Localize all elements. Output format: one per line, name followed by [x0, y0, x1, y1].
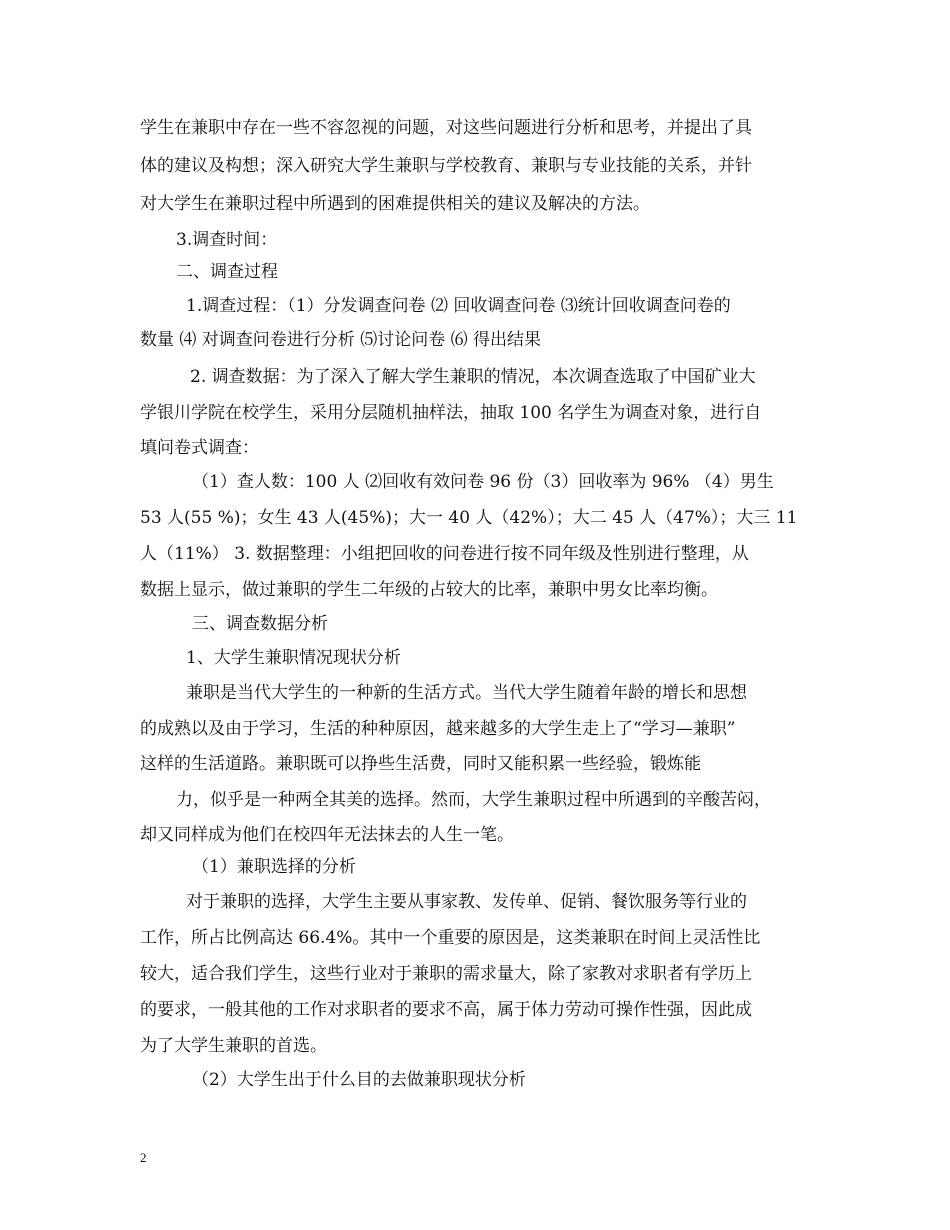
- text-line: 对大学生在兼职过程中所遇到的困难提供相关的建议及解决的方法。: [140, 194, 650, 214]
- section-heading: （2）大学生出于什么目的去做兼职现状分析: [192, 1070, 526, 1090]
- section-heading: （1）兼职选择的分析: [192, 857, 356, 877]
- text-line: 数量 ⑷ 对调查问卷进行分析 ⑸讨论问卷 ⑹ 得出结果: [140, 330, 542, 350]
- page-number: 2: [140, 1150, 147, 1165]
- text-line: 这样的生活道路。兼职既可以挣些生活费，同时又能积累一些经验，锻炼能: [140, 754, 701, 774]
- text-line: 1.调查过程：（1）分发调查问卷 ⑵ 回收调查问卷 ⑶统计回收调查问卷的: [186, 296, 731, 316]
- text-line: 数据上显示，做过兼职的学生二年级的占较大的比率，兼职中男女比率均衡。: [140, 580, 718, 600]
- text-line: 对于兼职的选择，大学生主要从事家教、发传单、促销、餐饮服务等行业的: [186, 892, 747, 912]
- text-line: 人（11%） 3. 数据整理：小组把回收的问卷进行按不同年级及性别进行整理，从: [140, 544, 749, 564]
- text-line: 较大，适合我们学生，这些行业对于兼职的需求量大，除了家教对求职者有学历上: [140, 964, 752, 984]
- text-line: （1）查人数：100 人 ⑵回收有效问卷 96 份（3）回收率为 96% （4）男生: [192, 472, 774, 492]
- section-heading: 3.调查时间：: [176, 230, 278, 250]
- section-heading: 二、调查过程: [176, 262, 278, 282]
- text-line: 力，似乎是一种两全其美的选择。然而，大学生兼职过程中所遇到的辛酸苦闷，: [176, 790, 771, 810]
- text-line: 学生在兼职中存在一些不容忽视的问题，对这些问题进行分析和思考，并提出了具: [140, 118, 752, 138]
- text-line: 体的建议及构想；深入研究大学生兼职与学校教育、兼职与专业技能的关系，并针: [140, 156, 752, 176]
- text-line: 的要求，一般其他的工作对求职者的要求不高，属于体力劳动可操作性强，因此成: [140, 1000, 752, 1020]
- text-line: 学银川学院在校学生，采用分层随机抽样法，抽取 100 名学生为调查对象，进行自: [140, 403, 762, 423]
- section-heading: 1、大学生兼职情况现状分析: [186, 648, 401, 668]
- text-line: 却又同样成为他们在校四年无法抹去的人生一笔。: [140, 825, 514, 845]
- text-line: 工作，所占比例高达 66.4%。其中一个重要的原因是，这类兼职在时间上灵活性比: [140, 928, 761, 948]
- text-line: 填问卷式调查：: [140, 438, 259, 458]
- text-line: 为了大学生兼职的首选。: [140, 1036, 327, 1056]
- text-line: 2. 调查数据：为了深入了解大学生兼职的情况，本次调查选取了中国矿业大: [190, 367, 756, 387]
- text-line: 兼职是当代大学生的一种新的生活方式。当代大学生随着年龄的增长和思想: [186, 683, 747, 703]
- section-heading: 三、调查数据分析: [192, 614, 328, 634]
- text-line: 53 人(55 %)；女生 43 人(45%)；大一 40 人（42%）；大二 45 人（47%）；大三 11: [140, 508, 798, 528]
- text-line: 的成熟以及由于学习，生活的种种原因，越来越多的大学生走上了“学习—兼职”: [140, 719, 736, 739]
